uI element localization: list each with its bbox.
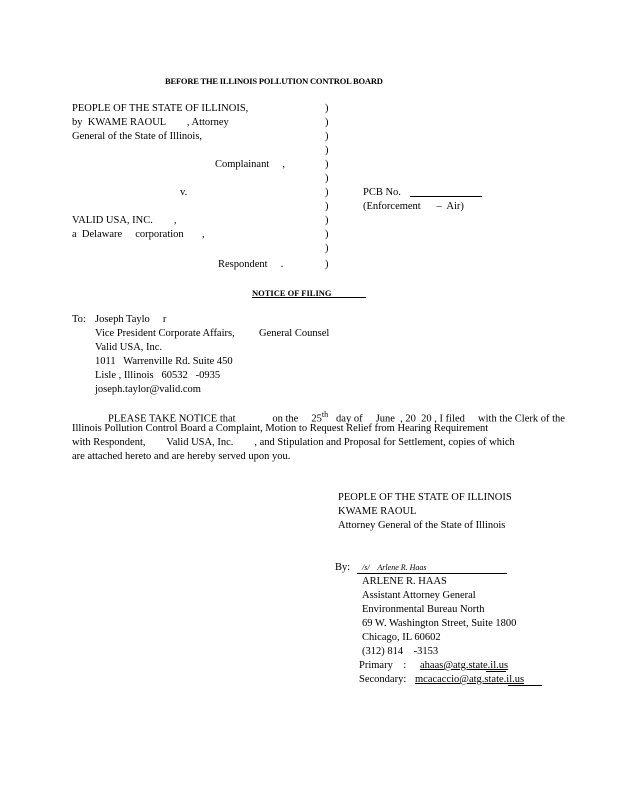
notice-body-text: day of June , 20 20 , I filed with the Clerk of the: [328, 413, 565, 425]
pcb-no-blank-line: [410, 196, 482, 197]
secondary-email-label: Secondary:: [359, 674, 407, 685]
attorney-city: Chicago, IL 60602: [362, 632, 441, 643]
attorney-name: ARLENE R. HAAS: [362, 576, 447, 587]
caption-party-line: PEOPLE OF THE STATE OF ILLINOIS,: [72, 103, 249, 114]
to-label: To:: [72, 314, 86, 325]
versus-label: v.: [180, 187, 188, 198]
caption-defendant-line: a Delaware corporation ,: [72, 229, 205, 240]
enforcement-label: (Enforcement – Air): [363, 201, 464, 212]
attorney-phone: (312) 814 -3153: [362, 646, 439, 657]
paren: ): [325, 259, 329, 270]
electronic-signature: /s/ Arlene R. Haas: [362, 563, 427, 572]
secondary-email-link[interactable]: mcacaccio@atg.state.il.us: [415, 674, 525, 685]
primary-email-link[interactable]: ahaas@atg.state.il.us: [420, 660, 509, 671]
pcb-no-label: PCB No.: [363, 187, 401, 198]
respondent-label: Respondent .: [218, 259, 284, 270]
recipient-email: joseph.taylor@valid.com: [95, 384, 201, 395]
notice-body-line: with Respondent, Valid USA, Inc. , and Stipulation and Proposal for Settlement, copies of which: [72, 437, 515, 448]
attorney-street: 69 W. Washington Street, Suite 1800: [362, 618, 517, 629]
caption-defendant-line: VALID USA, INC. ,: [72, 215, 177, 226]
signature-ag-title: Attorney General of the State of Illinois: [338, 520, 506, 531]
signature-party: PEOPLE OF THE STATE OF ILLINOIS: [338, 492, 512, 503]
recipient-title-secondary: General Counsel: [259, 328, 330, 339]
notice-body-line: Illinois Pollution Control Board a Complaint, Motion to Request Relief from Hearing Requirement: [72, 423, 489, 434]
paren: ): [325, 117, 329, 128]
recipient-name: Joseph Taylo r: [95, 314, 167, 325]
signature-ag-name: KWAME RAOUL: [338, 506, 417, 517]
recipient-address-line1: 1011 Warrenville Rd. Suite 450: [95, 356, 233, 367]
paren: ): [325, 187, 329, 198]
by-label: By:: [335, 562, 351, 573]
paren: ): [325, 131, 329, 142]
recipient-title: Vice President Corporate Affairs,: [95, 328, 235, 339]
notice-body-text: PLEASE TAKE NOTICE that on the 25: [108, 413, 322, 425]
paren: ): [325, 229, 329, 240]
notice-title-underline: [252, 297, 366, 298]
paren: ): [325, 173, 329, 184]
recipient-address-line2: Lisle , Illinois 60532 -0935: [95, 370, 221, 381]
paren: ): [325, 243, 329, 254]
recipient-company: Valid USA, Inc.: [95, 342, 163, 353]
secondary-email-line-tail: [508, 685, 542, 686]
signature-line: [357, 573, 507, 574]
paren: ): [325, 215, 329, 226]
attorney-bureau: Environmental Bureau North: [362, 604, 485, 615]
notice-title: NOTICE OF FILING: [252, 288, 332, 298]
caption-party-line: by KWAME RAOUL , Attorney: [72, 117, 229, 128]
paren: ): [325, 159, 329, 170]
paren: ): [325, 103, 329, 114]
complainant-label: Complainant ,: [215, 159, 285, 170]
attorney-title: Assistant Attorney General: [362, 590, 476, 601]
board-heading: BEFORE THE ILLINOIS POLLUTION CONTROL BOARD: [165, 76, 383, 86]
paren: ): [325, 201, 329, 212]
primary-email-line-tail: [486, 671, 506, 672]
paren: ): [325, 145, 329, 156]
primary-email-label: Primary :: [359, 660, 407, 671]
caption-party-line: General of the State of Illinois,: [72, 131, 203, 142]
ordinal-suffix: th: [321, 410, 329, 419]
notice-body-line: are attached hereto and are hereby served upon you.: [72, 451, 291, 462]
